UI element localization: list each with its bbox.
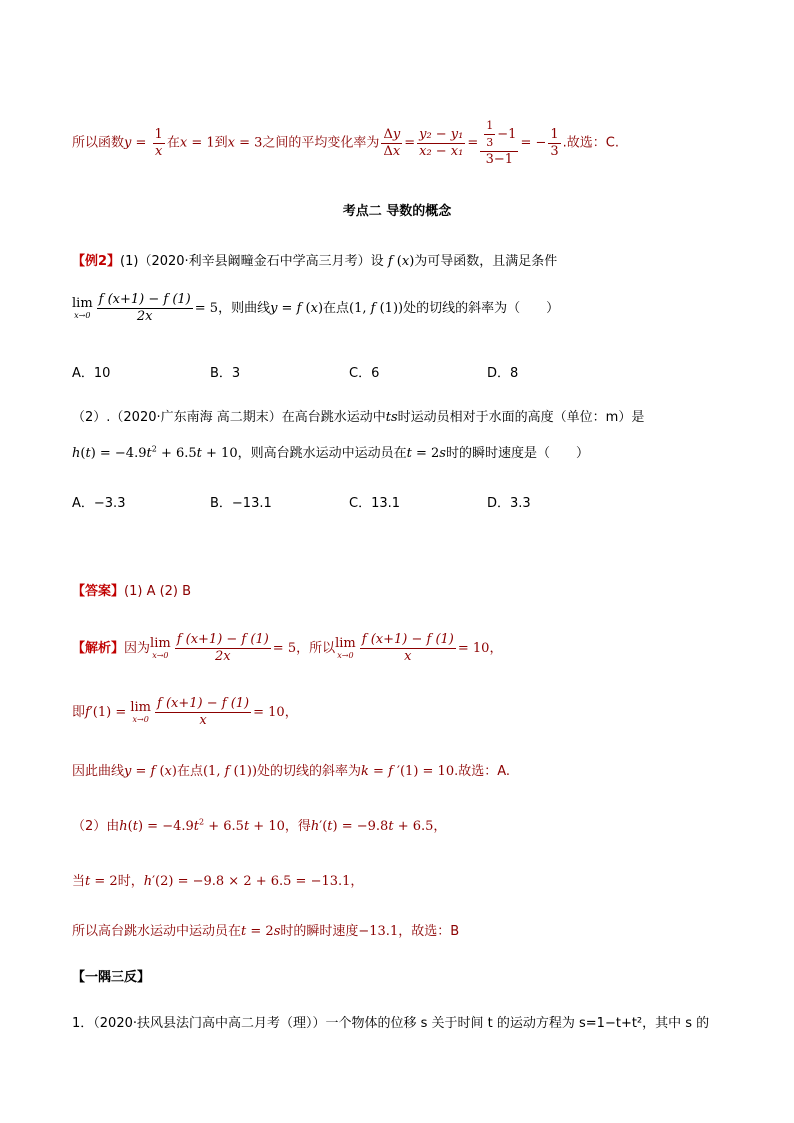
intro-frac-y2y1: $\frac{\text{y₂ − y₁}}{\text{x₂ − x₁}}$: [419, 126, 464, 159]
answer-text: (1) A (2) B: [124, 584, 192, 599]
yiyu-heading: 【一隅三反】: [72, 970, 151, 985]
intro-frac-result: $\frac{1}{3}$ −1 3−1: [480, 118, 518, 168]
option-2a: A．−3.3: [72, 496, 126, 511]
intro-frac-dy-dx: $\frac{\Delta y}{\Delta x}$: [383, 126, 401, 159]
option-2b: B．−13.1: [210, 496, 272, 511]
practice-1: 1．（2020·扶风县法门高中高二月考（理））一个物体的位移 s 关于时间 t 的运动方程为 s=1−t+t²，其中 s 的: [72, 1016, 710, 1031]
section-title: 考点二 导数的概念: [342, 204, 452, 219]
example2-part2-line: （2）.（2020·广东南海 高二期末）在高台跳水运动中ts时运动员相对于水面的高度（单位：m）是: [72, 410, 645, 425]
intro-prefix: 所以函数: [72, 135, 125, 151]
intro-line: 所以函数y = $\frac{1}{x}$ 在x = 1到x = 3之间的平均变化率为 $\frac{\Delta y}{\Delta x}$ = $\frac{\text{y₂ − y₁}}{\text{x₂ − x₁}}$ = $\frac{1}{3}$ −1 3−1 = − $\frac{1}{3}$ .故选：C.: [72, 119, 619, 167]
option-1d: D．8: [487, 366, 519, 381]
analysis-tag: 【解析】: [72, 641, 125, 656]
analysis-line-2: 即f′(1) = lim x→0 $\frac{f (x+1) - f (1)}{x}$ = 10，: [72, 696, 298, 728]
option-1c: C．6: [349, 366, 380, 381]
intro-func: y: [124, 135, 132, 151]
option-2c: C．13.1: [349, 496, 401, 511]
answer-line: [72, 580, 191, 599]
answer-tag: 【答案】: [72, 584, 125, 599]
example2-limit-line: lim x→0 $\frac{f (x+1) - f (1)}{2x}$ = 5，则曲线y = f (x)在点(1, f (1))处的切线的斜率为（ ）: [72, 292, 560, 324]
example2-part2-line2: $h(t) = -4.9t^2 + 6.5t + 10$，则高台跳水运动中运动员在t = 2s时的瞬时速度是（ ）: [72, 444, 589, 461]
option-2d: D．3.3: [487, 496, 531, 511]
example2-part1-line: 【例2】(1)（2020·利辛县阚疃金石中学高三月考）设 f (x)为可导函数，且满足条件: [72, 254, 558, 269]
option-1a: A．10: [72, 366, 111, 381]
intro-frac-1-over-x: $\frac{1}{x}$: [154, 126, 163, 159]
option-1b: B．3: [210, 366, 241, 381]
analysis-line-5: 当t = 2时，h′(2) = −9.8 × 2 + 6.5 = −13.1，: [72, 874, 364, 889]
analysis-line-1: 【解析】因为 lim x→0 $\frac{f (x+1) - f (1)}{2x}$ = 5，所以 lim x→0 $\frac{f (x+1) - f (1)}{x}$ = 10，: [72, 632, 503, 664]
example2-tag: 【例2】: [72, 254, 121, 269]
analysis-line-4: （2）由$h(t) = -4.9t^2 + 6.5t + 10$，得h′(t) = −9.8t + 6.5，: [72, 817, 447, 834]
analysis-line-3: 因此曲线y = f (x)在点(1, f (1))处的切线的斜率为k = f ′(1) = 10.故选：A.: [72, 764, 511, 779]
analysis-line-6: 所以高台跳水运动中运动员在t = 2s时的瞬时速度−13.1，故选：B: [72, 924, 460, 939]
